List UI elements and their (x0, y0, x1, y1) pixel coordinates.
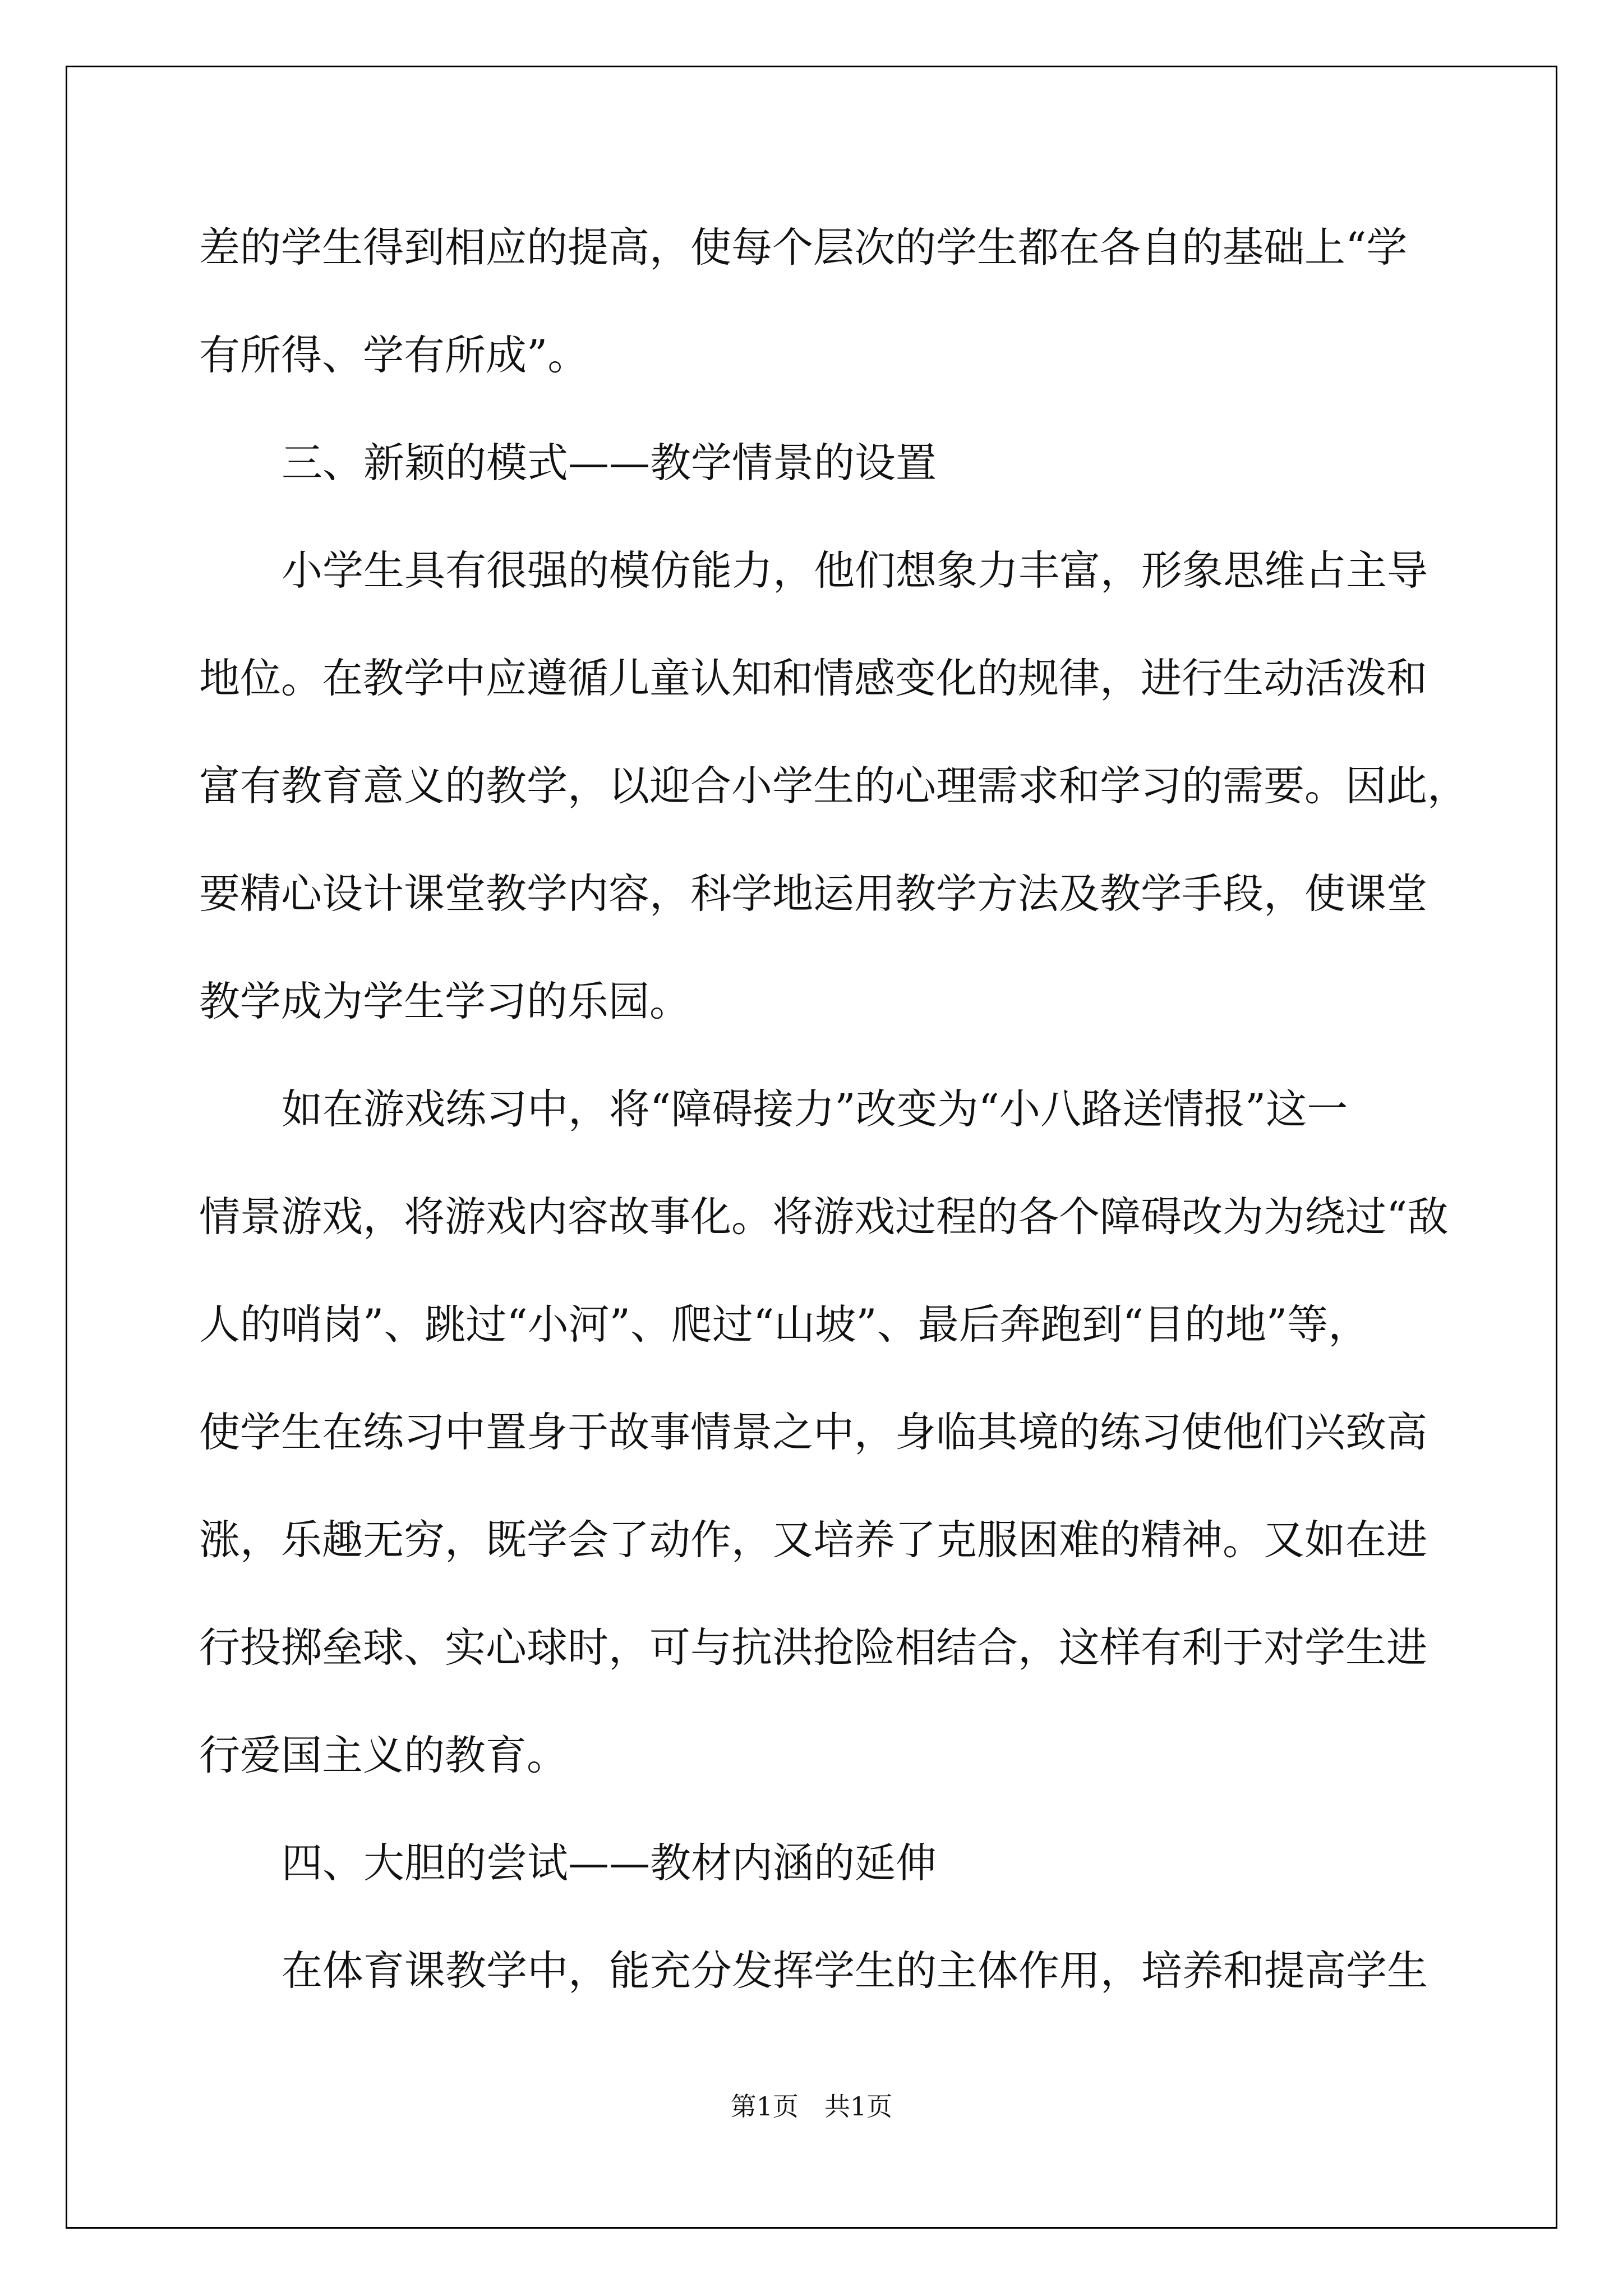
text-line-17: 在体育课教学中，能充分发挥学生的主体作用，培养和提高学生 (282, 1947, 1428, 1995)
text-line-2: 有所得、学有所成”。 (199, 332, 589, 379)
page-footer (0, 2090, 1623, 2123)
page-number: 第1页 (730, 2091, 799, 2122)
text-line-9: 如在游戏练习中，将“障碍接力”改变为“小八路送情报”这一 (282, 1085, 1348, 1133)
section-heading-3: 三、新颖的模式——教学情景的设置 (282, 439, 937, 487)
section-heading-4: 四、大胆的尝试——教材内涵的延伸 (282, 1839, 937, 1887)
text-line-8: 教学成为学生学习的乐园。 (199, 978, 690, 1025)
text-line-13: 涨，乐趣无穷，既学会了动作，又培养了克服困难的精神。又如在进 (199, 1516, 1427, 1564)
text-line-6: 富有教育意义的教学，以迎合小学生的心理需求和学习的需要。因此， (199, 762, 1468, 810)
page-total: 共1页 (824, 2091, 893, 2122)
text-line-15: 行爱国主义的教育。 (199, 1732, 568, 1779)
text-line-4: 小学生具有很强的模仿能力，他们想象力丰富，形象思维占主导 (282, 547, 1428, 595)
text-line-10: 情景游戏，将游戏内容故事化。将游戏过程的各个障碍改为为绕过“敌 (199, 1193, 1449, 1241)
text-line-7: 要精心设计课堂教学内容，科学地运用教学方法及教学手段，使课堂 (199, 870, 1427, 918)
text-line-12: 使学生在练习中置身于故事情景之中，身临其境的练习使他们兴致高 (199, 1409, 1427, 1456)
page-border (66, 66, 1557, 2229)
text-line-14: 行投掷垒球、实心球时，可与抗洪抢险相结合，这样有利于对学生进 (199, 1624, 1427, 1672)
text-line-11: 人的哨岗”、跳过“小河”、爬过“山坡”、最后奔跑到“目的地”等， (199, 1301, 1370, 1349)
text-line-5: 地位。在教学中应遵循儿童认知和情感变化的规律，进行生动活泼和 (199, 655, 1427, 702)
text-line-1: 差的学生得到相应的提高，使每个层次的学生都在各自的基础上“学 (199, 224, 1408, 272)
